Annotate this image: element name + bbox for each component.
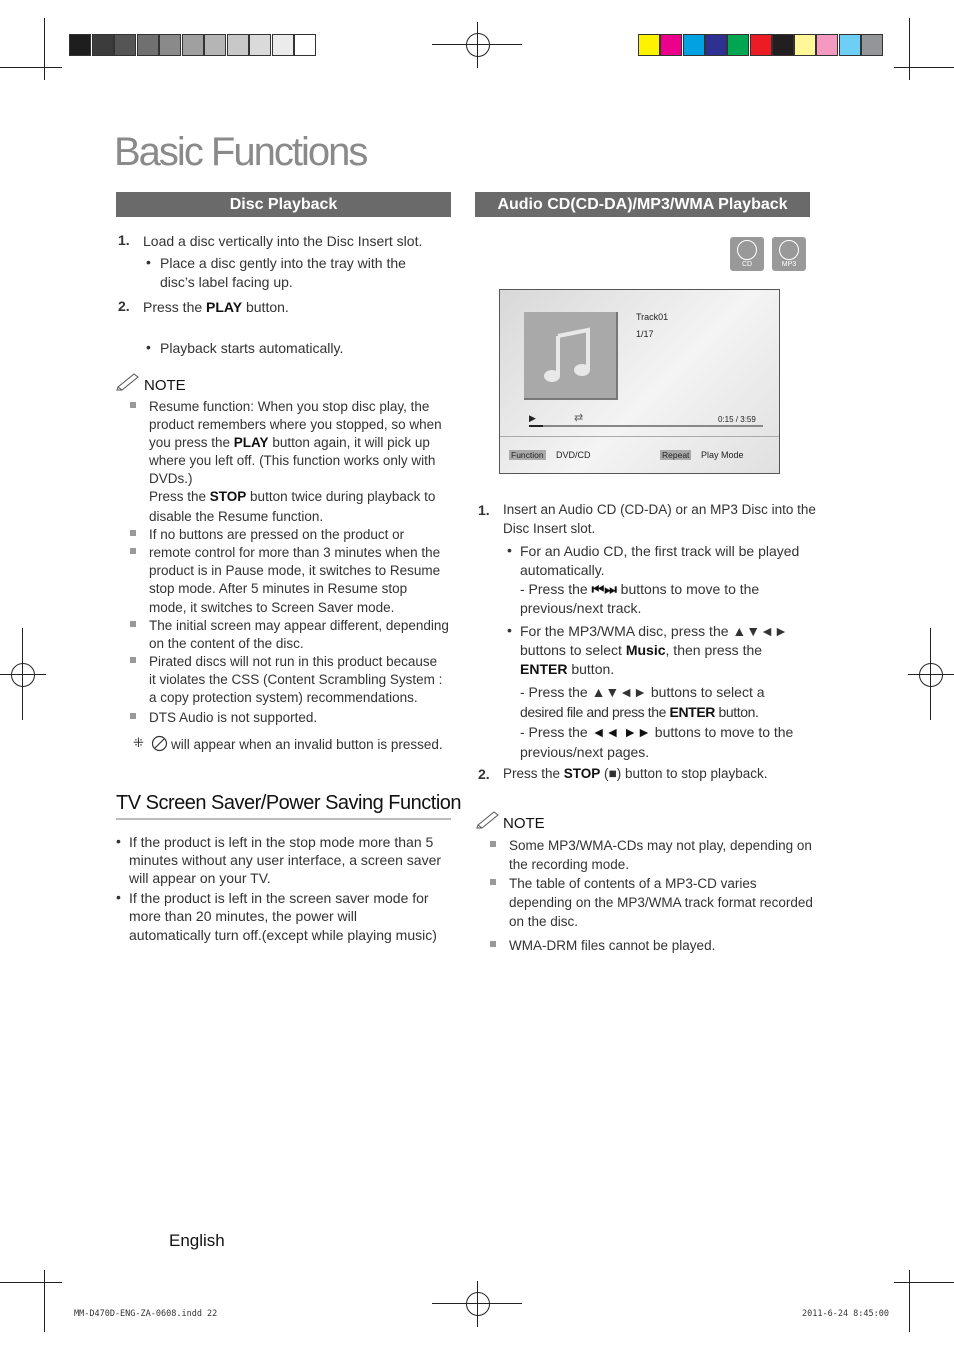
bullet: • bbox=[116, 833, 121, 849]
note-text: Some MP3/WMA-CDs may not play, depending on bbox=[509, 838, 812, 853]
crop-mark bbox=[894, 67, 954, 68]
note-text: the recording mode. bbox=[509, 857, 630, 872]
bullet-text: desired file and press the ENTER button. bbox=[520, 704, 759, 720]
note-bullet-icon bbox=[130, 402, 136, 408]
note-bullet-icon bbox=[490, 879, 496, 885]
note-bullet-icon bbox=[130, 657, 136, 663]
crop-mark bbox=[44, 18, 45, 80]
skip-prev-next-icon: ⏮⏭ bbox=[591, 581, 617, 597]
crop-mark bbox=[894, 1282, 954, 1283]
note-text: depending on the MP3/WMA track format recorded bbox=[509, 895, 813, 910]
crop-mark bbox=[909, 18, 910, 80]
note-text: product is in Pause mode, it switches to Resume bbox=[149, 563, 441, 578]
note-label: NOTE bbox=[503, 815, 545, 832]
bullet-text: disc’s label facing up. bbox=[160, 274, 293, 290]
playback-screen bbox=[499, 289, 780, 474]
audio-cd-heading: Audio CD(CD-DA)/MP3/WMA Playback bbox=[475, 192, 810, 217]
bullet-text: will appear on your TV. bbox=[129, 870, 271, 886]
note-text: Resume function: When you stop disc play, the bbox=[149, 399, 430, 414]
gray-swatch bbox=[204, 34, 226, 56]
prohibited-icon bbox=[151, 735, 168, 757]
color-swatch bbox=[861, 34, 883, 56]
note-text: Press the STOP button twice during playback to bbox=[149, 489, 436, 504]
note-bullet-icon bbox=[490, 841, 496, 847]
track-count: 1/17 bbox=[636, 329, 654, 339]
note-pencil-icon bbox=[476, 809, 502, 834]
bullet: • bbox=[507, 622, 512, 638]
note-text: where you left off. (This function works only with bbox=[149, 453, 436, 468]
bullet-text: automatically. bbox=[520, 562, 605, 578]
note-label: NOTE bbox=[144, 377, 186, 394]
step-number: 1. bbox=[118, 232, 130, 248]
step-text: Press the STOP (■) button to stop playback. bbox=[503, 766, 768, 781]
cd-disc-icon: CD bbox=[730, 237, 764, 271]
color-swatch bbox=[638, 34, 660, 56]
color-swatch bbox=[816, 34, 838, 56]
crop-mark bbox=[44, 1270, 45, 1332]
print-date: 2011-6-24 8:45:00 bbox=[802, 1309, 889, 1319]
note-bullet-icon bbox=[490, 941, 496, 947]
note-text: DTS Audio is not supported. bbox=[149, 710, 318, 725]
color-swatch bbox=[727, 34, 749, 56]
heading-rule bbox=[116, 818, 451, 820]
bullet: • bbox=[116, 889, 121, 905]
page-title: Basic Functions bbox=[114, 130, 367, 174]
page-language: English bbox=[169, 1231, 225, 1250]
gray-swatch bbox=[249, 34, 271, 56]
track-name: Track01 bbox=[636, 312, 669, 322]
note-bullet-icon bbox=[130, 713, 136, 719]
note-text: If no buttons are pressed on the product or bbox=[149, 527, 405, 542]
progress-fill bbox=[529, 425, 543, 427]
step-number: 1. bbox=[478, 502, 490, 518]
screen-divider bbox=[500, 436, 779, 437]
bullet-text: - Press the ◄◄ ►► buttons to move to the bbox=[520, 724, 794, 740]
gray-swatch bbox=[272, 34, 294, 56]
color-swatch bbox=[772, 34, 794, 56]
album-art bbox=[524, 312, 618, 400]
note-text: remote control for more than 3 minutes when the bbox=[149, 545, 441, 560]
note-text: The initial screen may appear different, depending bbox=[149, 618, 449, 633]
bullet-text: minutes without any user interface, a screen saver bbox=[129, 852, 442, 868]
play-icon: ▶ bbox=[529, 413, 536, 423]
note-text: DVDs.) bbox=[149, 471, 193, 486]
note-text: The table of contents of a MP3-CD varies bbox=[509, 876, 757, 891]
step-number: 2. bbox=[478, 766, 490, 782]
gray-swatch bbox=[92, 34, 114, 56]
gray-swatch bbox=[294, 34, 316, 56]
step-text: Insert an Audio CD (CD-DA) or an MP3 Disc into the bbox=[503, 502, 816, 517]
disc-playback-heading: Disc Playback bbox=[116, 192, 451, 217]
time-readout: 0:15 / 3:59 bbox=[718, 415, 756, 424]
bullet: • bbox=[146, 339, 151, 355]
note-pencil-icon bbox=[116, 371, 142, 396]
step-number: 2. bbox=[118, 298, 130, 314]
note-text: a copy protection system) recommendations. bbox=[149, 690, 418, 705]
asterisk-icon: ⁜ bbox=[133, 735, 144, 750]
bullet-text: ENTER button. bbox=[520, 661, 615, 677]
shuffle-icon: ⇄ bbox=[574, 412, 584, 424]
note-bullet-icon bbox=[130, 530, 136, 536]
repeat-value: Play Mode bbox=[701, 450, 744, 460]
rewind-fastforward-icon: ◄◄ ►► bbox=[591, 724, 651, 740]
note-text: it violates the CSS (Content Scrambling System : bbox=[149, 672, 443, 687]
gray-swatch bbox=[182, 34, 204, 56]
crop-mark bbox=[909, 1270, 910, 1332]
note-text: on the disc. bbox=[509, 914, 579, 929]
bullet-text: Place a disc gently into the tray with the bbox=[160, 255, 406, 271]
bullet-text: For the MP3/WMA disc, press the ▲▼◄► bbox=[520, 623, 788, 639]
screen-saver-heading: TV Screen Saver/Power Saving Function bbox=[116, 792, 462, 814]
step-text: Load a disc vertically into the Disc Insert slot. bbox=[143, 233, 423, 249]
color-swatch bbox=[660, 34, 682, 56]
bullet-text: If the product is left in the stop mode more than 5 bbox=[129, 834, 434, 850]
bullet-text: automatically turn off.(except while playing music) bbox=[129, 927, 437, 943]
bullet-text: previous/next track. bbox=[520, 600, 642, 616]
note-bullet-icon bbox=[130, 548, 136, 554]
bullet-text: previous/next pages. bbox=[520, 744, 650, 760]
bullet-text: - Press the ⏮⏭ buttons to move to the bbox=[520, 581, 760, 597]
note-text: stop mode. After 5 minutes in Resume stop bbox=[149, 581, 408, 596]
gray-swatch bbox=[137, 34, 159, 56]
crop-mark bbox=[0, 67, 62, 68]
step-text: Press the PLAY button. bbox=[143, 299, 289, 315]
bullet-text: - Press the ▲▼◄► buttons to select a bbox=[520, 684, 765, 700]
color-swatch bbox=[683, 34, 705, 56]
color-swatch bbox=[705, 34, 727, 56]
note-bullet-icon bbox=[130, 621, 136, 627]
music-note-icon bbox=[524, 312, 616, 398]
bullet: • bbox=[146, 254, 151, 270]
note-text: product remembers where you stopped, so when bbox=[149, 417, 442, 432]
bullet-text: Playback starts automatically. bbox=[160, 340, 344, 356]
function-value: DVD/CD bbox=[556, 450, 591, 460]
function-chip: Function bbox=[511, 450, 544, 460]
color-swatch bbox=[794, 34, 816, 56]
crop-mark bbox=[0, 1282, 62, 1283]
bullet-text: more than 20 minutes, the power will bbox=[129, 908, 357, 924]
gray-swatch bbox=[159, 34, 181, 56]
bullet-text: buttons to select Music, then press the bbox=[520, 642, 763, 658]
note-text: WMA-DRM files cannot be played. bbox=[509, 938, 716, 953]
gray-swatch bbox=[227, 34, 249, 56]
bullet-text: If the product is left in the screen saver mode for bbox=[129, 890, 429, 906]
step-text: Disc Insert slot. bbox=[503, 521, 596, 536]
bullet-text: For an Audio CD, the first track will be played bbox=[520, 543, 800, 559]
bullet: • bbox=[507, 542, 512, 558]
note-text: you press the PLAY button again, it will pick up bbox=[149, 435, 430, 450]
mp3-disc-icon: MP3 bbox=[772, 237, 806, 271]
gray-swatch bbox=[69, 34, 91, 56]
gray-swatch bbox=[114, 34, 136, 56]
note-text: on the content of the disc. bbox=[149, 636, 304, 651]
color-swatch bbox=[750, 34, 772, 56]
note-text: disable the Resume function. bbox=[149, 509, 324, 524]
note-text: mode, it switches to Screen Saver mode. bbox=[149, 600, 395, 615]
note-text: will appear when an invalid button is pressed. bbox=[171, 737, 443, 752]
file-info: MM-D470D-ENG-ZA-0608.indd 22 bbox=[74, 1309, 218, 1319]
color-swatch bbox=[839, 34, 861, 56]
repeat-chip: Repeat bbox=[662, 450, 690, 460]
progress-track bbox=[529, 425, 763, 427]
note-text: Pirated discs will not run in this product because bbox=[149, 654, 438, 669]
